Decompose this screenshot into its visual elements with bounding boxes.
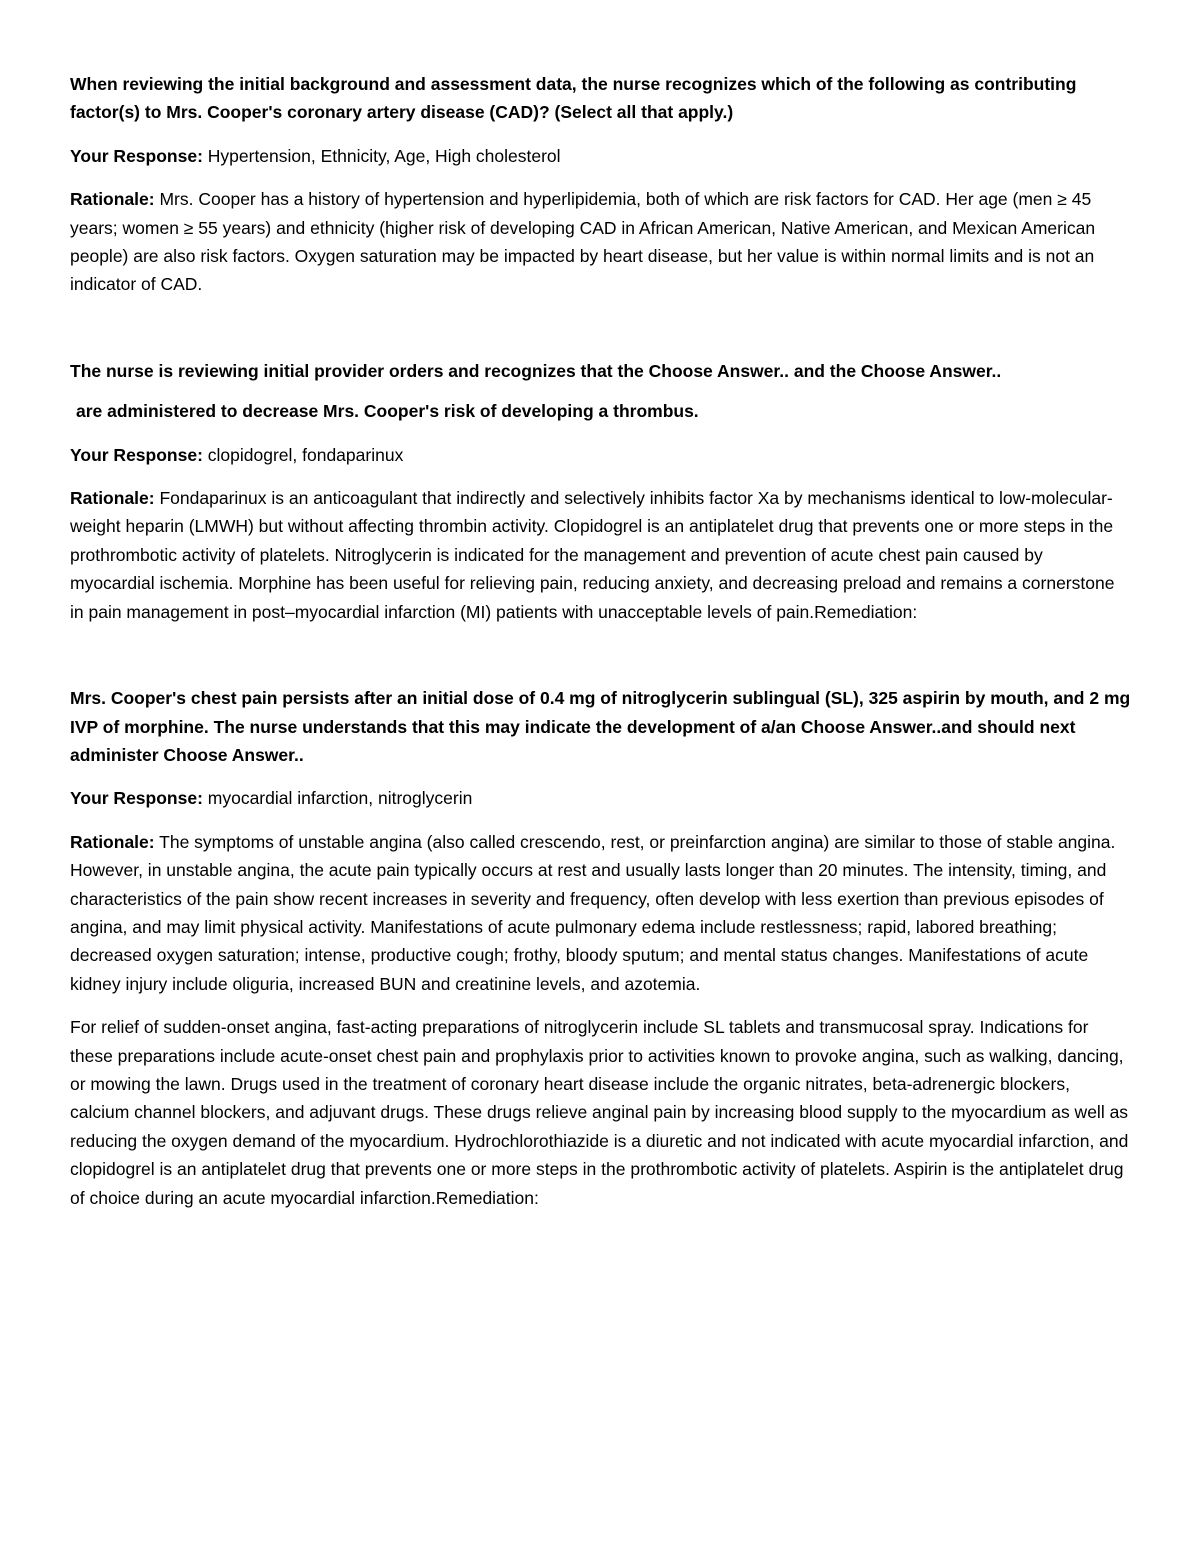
rationale-paragraph [70,828,1132,998]
response-label: Your Response: [70,444,203,465]
response-value: myocardial infarction, nitroglycerin [207,788,473,809]
section-spacer [70,641,1132,684]
question-block-3 [70,684,1132,1212]
rationale-paragraph [70,185,1132,299]
question-prompt: The nurse is reviewing initial provider orders and recognizes that the Choose Answer.. and the Choose Answer.. [70,360,1002,381]
response-line [70,784,1132,812]
rationale-label: Rationale: [70,831,155,852]
response-value: Hypertension, Ethnicity, Age, High cholesterol [207,145,561,166]
response-label: Your Response: [70,145,203,166]
question-prompt-continued: are administered to decrease Mrs. Cooper's risk of developing a thrombus. [76,401,699,422]
question-prompt: Mrs. Cooper's chest pain persists after an initial dose of 0.4 mg of nitroglycerin sublingual (SL), 325 aspirin by mouth, and 2 mg IVP of morphine. The nurse understands that this may indicate the development of a/an Choose Answer..and should next administer Choose Answer.. [70,688,1131,765]
rationale-label: Rationale: [70,488,155,509]
rationale-continued-paragraph: For relief of sudden-onset angina, fast-acting preparations of nitroglycerin include SL tablets and transmucosal spray. Indications for these preparations include acute-onset chest pain and prophylaxis prior to activities known to provoke angina, such as walking, dancing, or mowing the lawn. Drugs used in the treatment of coronary heart disease include the organic nitrates, beta-adrenergic blockers, calcium channel blockers, and adjuvant drugs. These drugs relieve anginal pain by increasing blood supply to the myocardium as well as reducing the oxygen demand of the myocardium. Hydrochlorothiazide is a diuretic and not indicated with acute myocardial infarction, and clopidogrel is an antiplatelet drug that prevents one or more steps in the prothrombotic activity of platelets. Aspirin is the antiplatelet drug of choice during an acute myocardial infarction.Remediation: [70,1017,1129,1208]
response-line [70,441,1132,469]
question-prompt: When reviewing the initial background and assessment data, the nurse recognizes which of the following as contributing factor(s) to Mrs. Cooper's coronary artery disease (CAD)? (Select all that apply.) [70,74,1077,123]
section-spacer [70,314,1132,357]
question-block-1 [70,70,1132,299]
response-value: clopidogrel, fondaparinux [207,444,404,465]
question-block-2 [70,357,1132,626]
document-page [70,70,1132,1227]
rationale-text: Fondaparinux is an anticoagulant that indirectly and selectively inhibits factor Xa by mechanisms identical to low-molecular-weight heparin (LMWH) but without affecting thrombin activity. Clopidogrel is an antiplatelet drug that prevents one or more steps in the prothrombotic activity of platelets. Nitroglycerin is indicated for the management and prevention of acute chest pain caused by myocardial ischemia. Morphine has been useful for relieving pain, reducing anxiety, and decreasing preload and remains a cornerstone in pain management in post–myocardial infarction (MI) patients with unacceptable levels of pain.Remediation: [70,488,1115,622]
response-line [70,142,1132,170]
rationale-text: Mrs. Cooper has a history of hypertension and hyperlipidemia, both of which are risk factors for CAD. Her age (men ≥ 45 years; women ≥ 55 years) and ethnicity (higher risk of developing CAD in African American, Native American, and Mexican American people) are also risk factors. Oxygen saturation may be impacted by heart disease, but her value is within normal limits and is not an indicator of CAD. [70,189,1096,295]
rationale-text: The symptoms of unstable angina (also called crescendo, rest, or preinfarction angina) are similar to those of stable angina. However, in unstable angina, the acute pain typically occurs at rest and usually lasts longer than 20 minutes. The intensity, timing, and characteristics of the pain show recent increases in severity and frequency, often develop with less exertion than previous episodes of angina, and may limit physical activity. Manifestations of acute pulmonary edema include restlessness; rapid, labored breathing; decreased oxygen saturation; intense, productive cough; frothy, bloody sputum; and mental status changes. Manifestations of acute kidney injury include oliguria, increased BUN and creatinine levels, and azotemia. [70,831,1116,994]
response-label: Your Response: [70,788,203,809]
rationale-paragraph [70,484,1132,626]
rationale-label: Rationale: [70,189,155,210]
